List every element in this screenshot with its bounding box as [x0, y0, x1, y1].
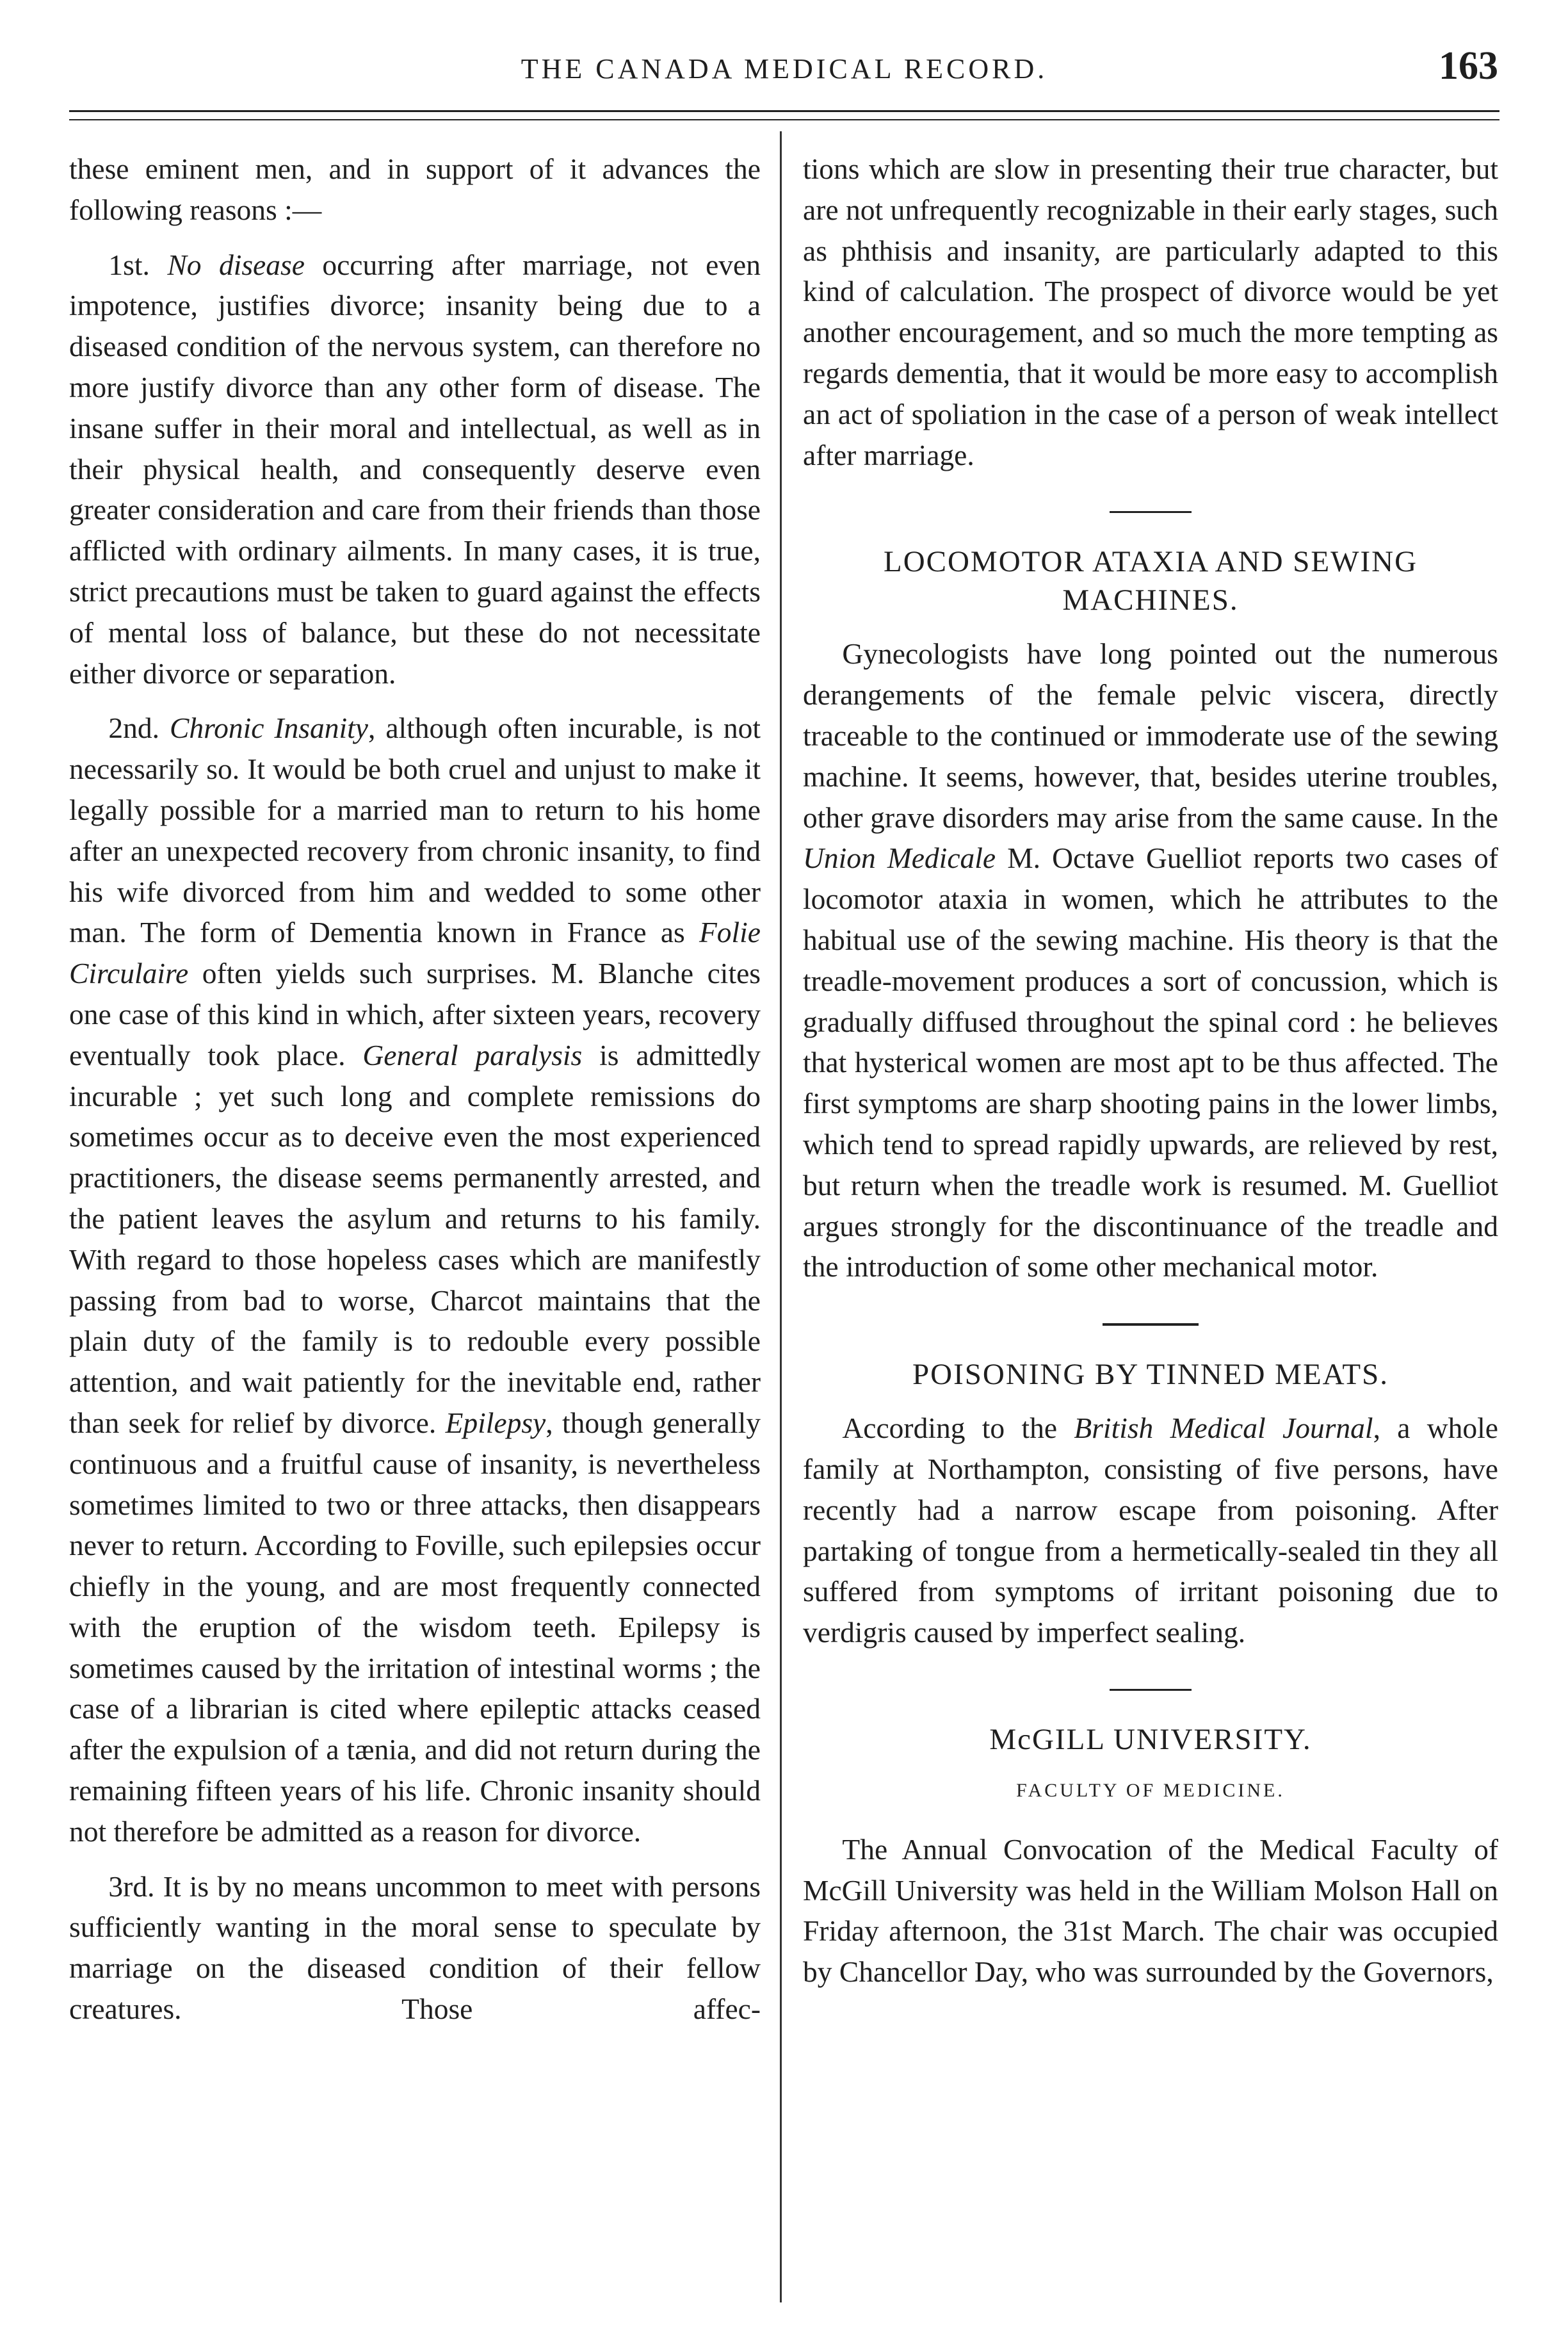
running-title: THE CANADA MEDICAL RECORD. [521, 53, 1048, 85]
section-divider [1110, 511, 1192, 513]
left-column [69, 149, 761, 2030]
page-number: 163 [1439, 44, 1498, 88]
section-subtitle: FACULTY OF MEDICINE. [1016, 1779, 1285, 1801]
section-divider [1110, 1689, 1192, 1691]
paragraph-text: , though generally continuous and a fruitful cause of insanity, is nevertheless sometimes limited to two or three attacks, then disappears never to return. According to Foville, such epilepsies occur chiefly in the young, and are most frequently connected with the eruption of the wisdom teeth. Epilepsy is sometimes caused by the irritation of intestinal worms ; the case of a librarian is cited where epileptic attacks ceased after the expulsion of a tænia, and did not return during the remaining fifteen years of his life. Chronic insanity should not therefore be admitted as a reason for divorce. [69, 1406, 761, 1848]
paragraph-text: often yields such surprises. M. Blanche cites one case of this kind in which, after sixteen years, recovery eventually took place. [69, 957, 761, 1071]
italic-term: General paralysis [362, 1038, 583, 1071]
paragraph-text: is admittedly incurable ; yet such long and complete remissions do sometimes occur as to deceive even the most experienced practitioners, the disease seems permanently arrested, and the patient leaves the asylum and returns to his family. With regard to those hopeless cases which are manifestly passing from bad to worse, Charcot maintains that the plain duty of the family is to redouble every possible attention, and wait patiently for the inevitable end, rather than seek for relief by divorce. [69, 1038, 761, 1439]
reason-number: 2nd. [108, 712, 170, 745]
paragraph-first-reason [69, 245, 761, 694]
header-rule-bottom [69, 119, 1499, 120]
section-divider [1103, 1323, 1199, 1326]
section-title-mcgill: McGILL UNIVERSITY. [989, 1722, 1312, 1756]
paragraph-text: , a whole family at Northampton, consisting of five persons, have recently had a narrow escape from poisoning. After partaking of tongue from a hermetically-sealed tin they all suffered from symptoms of irritant poisoning due to verdigris caused by imperfect sealing. [803, 1412, 1498, 1649]
paragraph-text: M. Octave Guelliot reports two cases of locomotor ataxia in women, which he attributes to the habitual use of the sewing machine. His theory is that the treadle-movement produces a sort of concussion, which is gradually diffused throughout the spinal cord : he believes that hysterical women are most apt to be thus affected. The first symptoms are sharp shooting pains in the lower limbs, which tend to spread rapidly upwards, are relieved by rest, but return when the treadle work is resumed. M. Guelliot argues strongly for the discontinuance of the treadle and the introduction of some other mechanical motor. [803, 842, 1498, 1283]
column-divider [780, 131, 782, 2302]
italic-term: No disease [167, 248, 305, 281]
italic-term: Folie Circulaire [69, 916, 761, 990]
paragraph-mcgill: The Annual Convocation of the Medical Faculty of McGill University was held in the William Molson Hall on Friday afternoon, the 31st March. The chair was occupied by Chancellor Day, who was surrounded by the Governors, [803, 1832, 1498, 1989]
italic-term: Epilepsy [445, 1406, 546, 1439]
page-header [70, 38, 1498, 102]
paragraph-third-reason: 3rd. It is by no means uncommon to meet with persons sufficiently wanting in the moral sense to speculate by marriage on the diseased condition of their fellow creatures. Those affec- [69, 1869, 761, 2026]
paragraph-text: According to the [842, 1412, 1074, 1445]
italic-journal: British Medical Journal [1074, 1412, 1373, 1445]
italic-term: Chronic Insanity [170, 712, 368, 745]
paragraph-text: Gynecologists have long pointed out the numerous derangements of the female pelvic viscera, directly traceable to the continued or immoderate use of the sewing machine. It seems, however, that, besides uterine troubles, other grave disorders may arise from the same cause. In the [803, 637, 1498, 834]
paragraph-text: , although often incurable, is not necessarily so. It would be both cruel and unjust to make it legally possible for a married man to return to his home after an unexpected recovery from chronic insanity, to find his wife divorced from him and wedded to some other man. The form of Dementia known in France as [69, 712, 761, 949]
section-title-poisoning: POISONING BY TINNED MEATS. [912, 1358, 1389, 1392]
paragraph-ataxia [803, 633, 1498, 1287]
section-title-ataxia: LOCOMOTOR ATAXIA AND SEWING MACHINES. [883, 545, 1418, 617]
paragraph-text: occurring after marriage, not even impotence, justifies divorce; insanity being due to a diseased condition of the nervous system, can therefore no more justify divorce than any other form of disease. The insane suffer in their moral and intellectual, as well as in their physical health, and consequently deserve even greater consideration and care from their friends than those afflicted with ordinary ailments. In many cases, it is true, strict precautions must be taken to guard against the effects of mental loss of balance, but these do not necessitate either divorce or separation. [69, 248, 761, 690]
paragraph-continuation: tions which are slow in presenting their true character, but are not unfrequently recognizable in their early stages, such as phthisis and insanity, are particularly adapted to this kind of calculation. The prospect of divorce would be yet another encouragement, and so much the more tempting as regards dementia, that it would be more easy to accomplish an act of spoliation in the case of a person of weak intellect after marriage. [803, 152, 1498, 471]
paragraph-second-reason [69, 708, 761, 1852]
header-rule-top [69, 110, 1499, 112]
reason-number: 1st. [108, 248, 168, 281]
paragraph-poisoning [803, 1408, 1498, 1653]
paragraph-intro: these eminent men, and in support of it advances the following reasons :— [69, 152, 761, 226]
right-column [803, 149, 1498, 1992]
italic-journal: Union Medicale [803, 842, 996, 875]
